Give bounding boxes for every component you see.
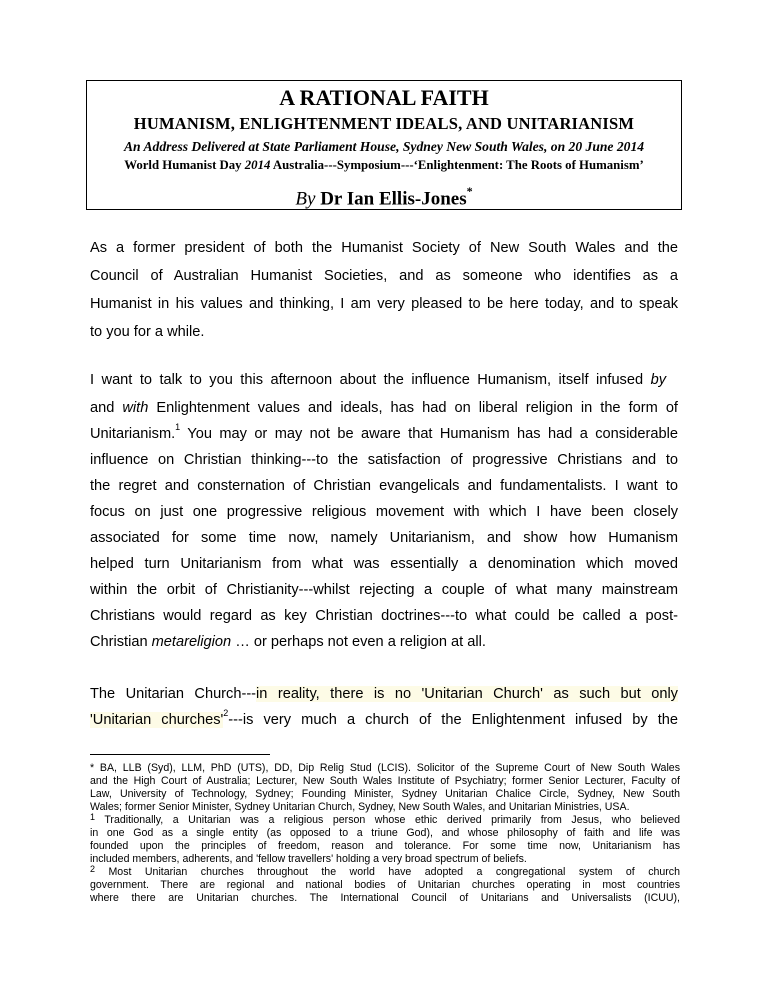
paragraph-2-line: influence on Christian thinking---to the satisfaction of progressive Christians and to [90,452,678,468]
address-line: An Address Delivered at State Parliament House, Sydney New South Wales, on 20 June 2014 [123,139,645,154]
text-run: ---is very much a church of the Enlightenment infused by the [228,712,678,728]
text-run: Most Unitarian churches throughout the world have adopted a congregational system of church [95,866,680,878]
paragraph-2-line [90,632,678,652]
footnote-2-line: where there are Unitarian churches. The International Council of Unitarians and Universalists (ICUU), [90,892,680,904]
paragraph-2-line: associated for some time now, namely Unitarianism, and show how Humanism [90,530,678,546]
italic-run: with [122,400,149,416]
text-run: You may or may not be aware that Humanism has had a considerable [180,426,678,442]
paragraph-2-line [90,424,678,444]
document-title: A RATIONAL FAITH [279,85,489,110]
paragraph-1-line: to you for a while. [90,324,205,340]
footnote-2-mark: 2 [90,864,96,874]
footnote-1-line: included members, adherents, and 'fellow travellers' holding a very broad spectrum of beliefs. [90,853,527,865]
text-run: The Unitarian Church--- [90,686,257,702]
footnote-1-line: in one God as a single entity (as opposed to a triune God), and whose philosophy of faith and life was [90,827,680,839]
footnote-star-line: and the High Court of Australia; Lecturer, New South Wales Institute of Psychiatry; former Senior Lecturer, Faculty of [90,775,680,787]
italic-run: by [650,372,666,388]
paragraph-2-line: helped turn Unitarianism from what was essentially a denomination which moved [90,556,678,572]
paragraph-2-line: focus on just one progressive religious movement with which I have been closely [90,504,678,520]
paragraph-1-line: Council of Australian Humanist Societies, and as someone who identifies as a [90,268,678,284]
event-suffix: Australia---Symposium---‘Enlightenment: The Roots of Humanism’ [270,158,644,172]
highlighted-text: in reality, there is no 'Unitarian Church' as such but only [256,686,678,702]
author-by: By [295,188,316,210]
footnote-separator [90,754,270,755]
event-prefix: World Humanist Day [124,158,245,172]
text-run: I want to talk to you this afternoon about the influence Humanism, itself infused [90,372,651,388]
paragraph-3-line [90,710,678,730]
paragraph-3-line [90,684,678,704]
author-footnote-mark: * [466,184,473,198]
text-run: Traditionally, a Unitarian was a religious person whose ethic derived primarily from Jesus, who believed [95,814,680,826]
paragraph-1-line: Humanist in his values and thinking, I am very pleased to be here today, and to speak [90,296,678,312]
text-run: Christian [90,634,152,650]
footnote-1-mark: 1 [90,812,96,822]
text-run: Enlightenment values and ideals, has had on liberal religion in the form of [148,400,678,416]
footnote-2-line [90,866,680,879]
footnote-star-line: Wales; former Senior Minister, Sydney Unitarian Church, Sydney, New South Wales, and Unitarian Ministries, USA. [90,801,630,813]
document-subtitle: HUMANISM, ENLIGHTENMENT IDEALS, AND UNITARIANISM [133,114,635,133]
paragraph-2-line: within the orbit of Christianity---whilst rejecting a couple of what many mainstream [90,582,678,598]
footnote-2-line: government. There are regional and national bodies of Unitarian churches operating in most countries [90,879,680,891]
text-run: … or perhaps not even a religion at all. [231,634,486,650]
text-run: Unitarianism. [90,426,176,442]
footnote-ref-1[interactable]: 1 [175,422,181,432]
author-line [87,181,681,211]
paragraph-2-line [90,398,678,418]
footnote-star-line: * BA, LLB (Syd), LLM, PhD (UTS), DD, Dip Relig Stud (LCIS). Solicitor of the Supreme Court of New South Wales [90,762,680,774]
italic-run: metareligion [151,634,232,650]
paragraph-2-line [90,370,666,390]
paragraph-1-line: As a former president of both the Humanist Society of New South Wales and the [90,240,678,256]
highlighted-text: 'Unitarian churches' [90,712,224,728]
event-year: 2014 [244,158,271,172]
title-box [86,80,682,210]
paragraph-2-line: Christians would regard as key Christian doctrines---to what could be called a post- [90,608,678,624]
footnote-1-line: founded upon the principles of freedom, reason and tolerance. For some time now, Unitarianism has [90,840,680,852]
text-run: and [90,400,123,416]
author-name: Dr Ian Ellis-Jones [315,188,467,210]
event-line [87,156,681,174]
paragraph-2-line: the regret and consternation of Christian evangelicals and fundamentalists. I want to [90,478,678,494]
footnote-1-line [90,814,680,827]
footnote-ref-2[interactable]: 2 [223,708,229,718]
footnote-star-line: Law, University of Technology, Sydney; Founding Minister, Sydney Unitarian Chalice Circle, Sydney, New South [90,788,680,800]
